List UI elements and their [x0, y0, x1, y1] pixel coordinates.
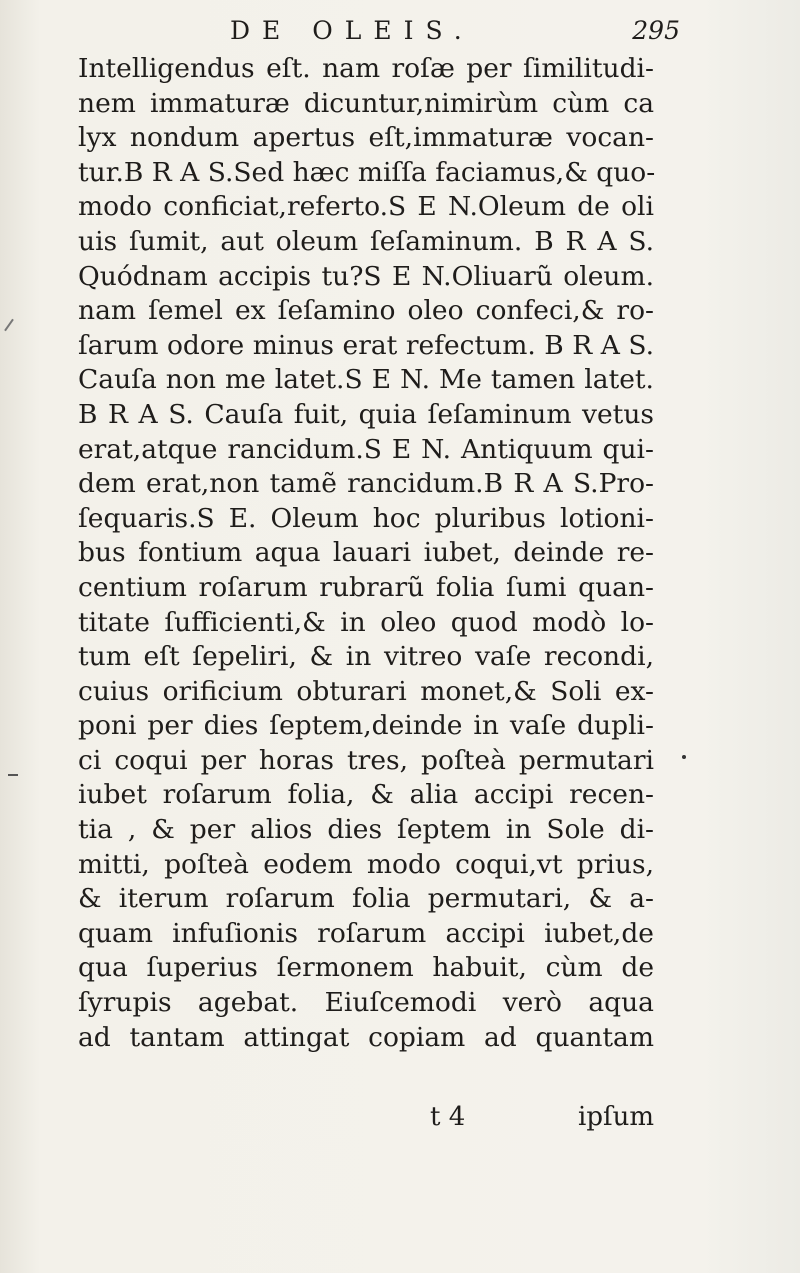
text-line: quam infuſionis roſarum accipi iubet,de — [78, 917, 654, 949]
text-line: centium roſarum rubrarũ folia ſumi quan- — [78, 571, 654, 603]
text-line: bus fontium aqua lauari iubet, deinde re- — [78, 537, 654, 569]
text-line: erat,atque rancidum.S E N. Antiquum qui- — [78, 433, 654, 465]
text-line: iubet roſarum folia, & alia accipi recen- — [78, 779, 654, 811]
body-text — [78, 52, 654, 1055]
text-line: dem erat,non tamẽ rancidum.B R A S.Pro- — [78, 468, 654, 500]
text-line: tur.B R A S.Sed hæc miſſa faciamus,& quo- — [78, 156, 656, 188]
page-footer — [78, 1102, 654, 1138]
text-line: ſyrupis agebat. Eiuſcemodi verò aqua — [78, 987, 654, 1019]
running-title: DE OLEIS. — [230, 16, 474, 45]
text-line: lyx nondum apertus eſt,immaturæ vocan- — [78, 122, 654, 154]
text-line: & iterum roſarum folia permutari, & a- — [78, 883, 654, 915]
text-line: nem immaturæ dicuntur,nimirùm cùm ca — [78, 87, 654, 119]
margin-mark — [8, 774, 18, 776]
text-line: tum eſt ſepeliri, & in vitreo vaſe recondi, — [78, 641, 654, 673]
text-line: B R A S. Cauſa fuit, quia ſeſaminum vetus — [78, 398, 654, 430]
text-line: mitti, poſteà eodem modo coqui,vt prius, — [78, 848, 654, 880]
text-line: uis ſumit, aut oleum ſeſaminum. B R A S. — [78, 225, 654, 257]
catchword: ipſum — [578, 1102, 654, 1132]
text-line: modo conficiat,referto.S E N.Oleum de oli — [78, 191, 654, 223]
signature-mark: t 4 — [430, 1102, 466, 1132]
text-line: nam ſemel ex ſeſamino oleo confeci,& ro- — [78, 295, 654, 327]
margin-mark — [4, 319, 14, 332]
text-line: Cauſa non me latet.S E N. Me tamen latet. — [78, 364, 654, 396]
text-line: Intelligendus eſt. nam roſæ per ſimilitudi- — [78, 53, 654, 84]
text-line: cuius orificium obturari monet,& Soli ex- — [78, 675, 654, 707]
page-number: 295 — [632, 16, 680, 45]
text-line: ſequaris.S E. Oleum hoc pluribus lotioni- — [78, 502, 654, 534]
text-line: Quódnam accipis tu?S E N.Oliuarũ oleum. — [78, 260, 654, 292]
text-line: ſarum odore minus erat refectum. B R A S. — [78, 329, 654, 361]
text-line: poni per dies ſeptem,deinde in vaſe dupli- — [78, 710, 654, 742]
text-line: ci coqui per horas tres, poſteà permutari — [78, 744, 654, 776]
ink-spot — [682, 755, 686, 759]
page-header — [80, 16, 680, 52]
text-line: titate ſufficienti,& in oleo quod modò lo- — [78, 606, 654, 638]
text-line: ad tantam attingat copiam ad quantam — [78, 1021, 654, 1053]
text-line: tia , & per alios dies ſeptem in Sole di- — [78, 814, 654, 846]
text-line: qua ſuperius ſermonem habuit, cùm de — [78, 952, 654, 984]
